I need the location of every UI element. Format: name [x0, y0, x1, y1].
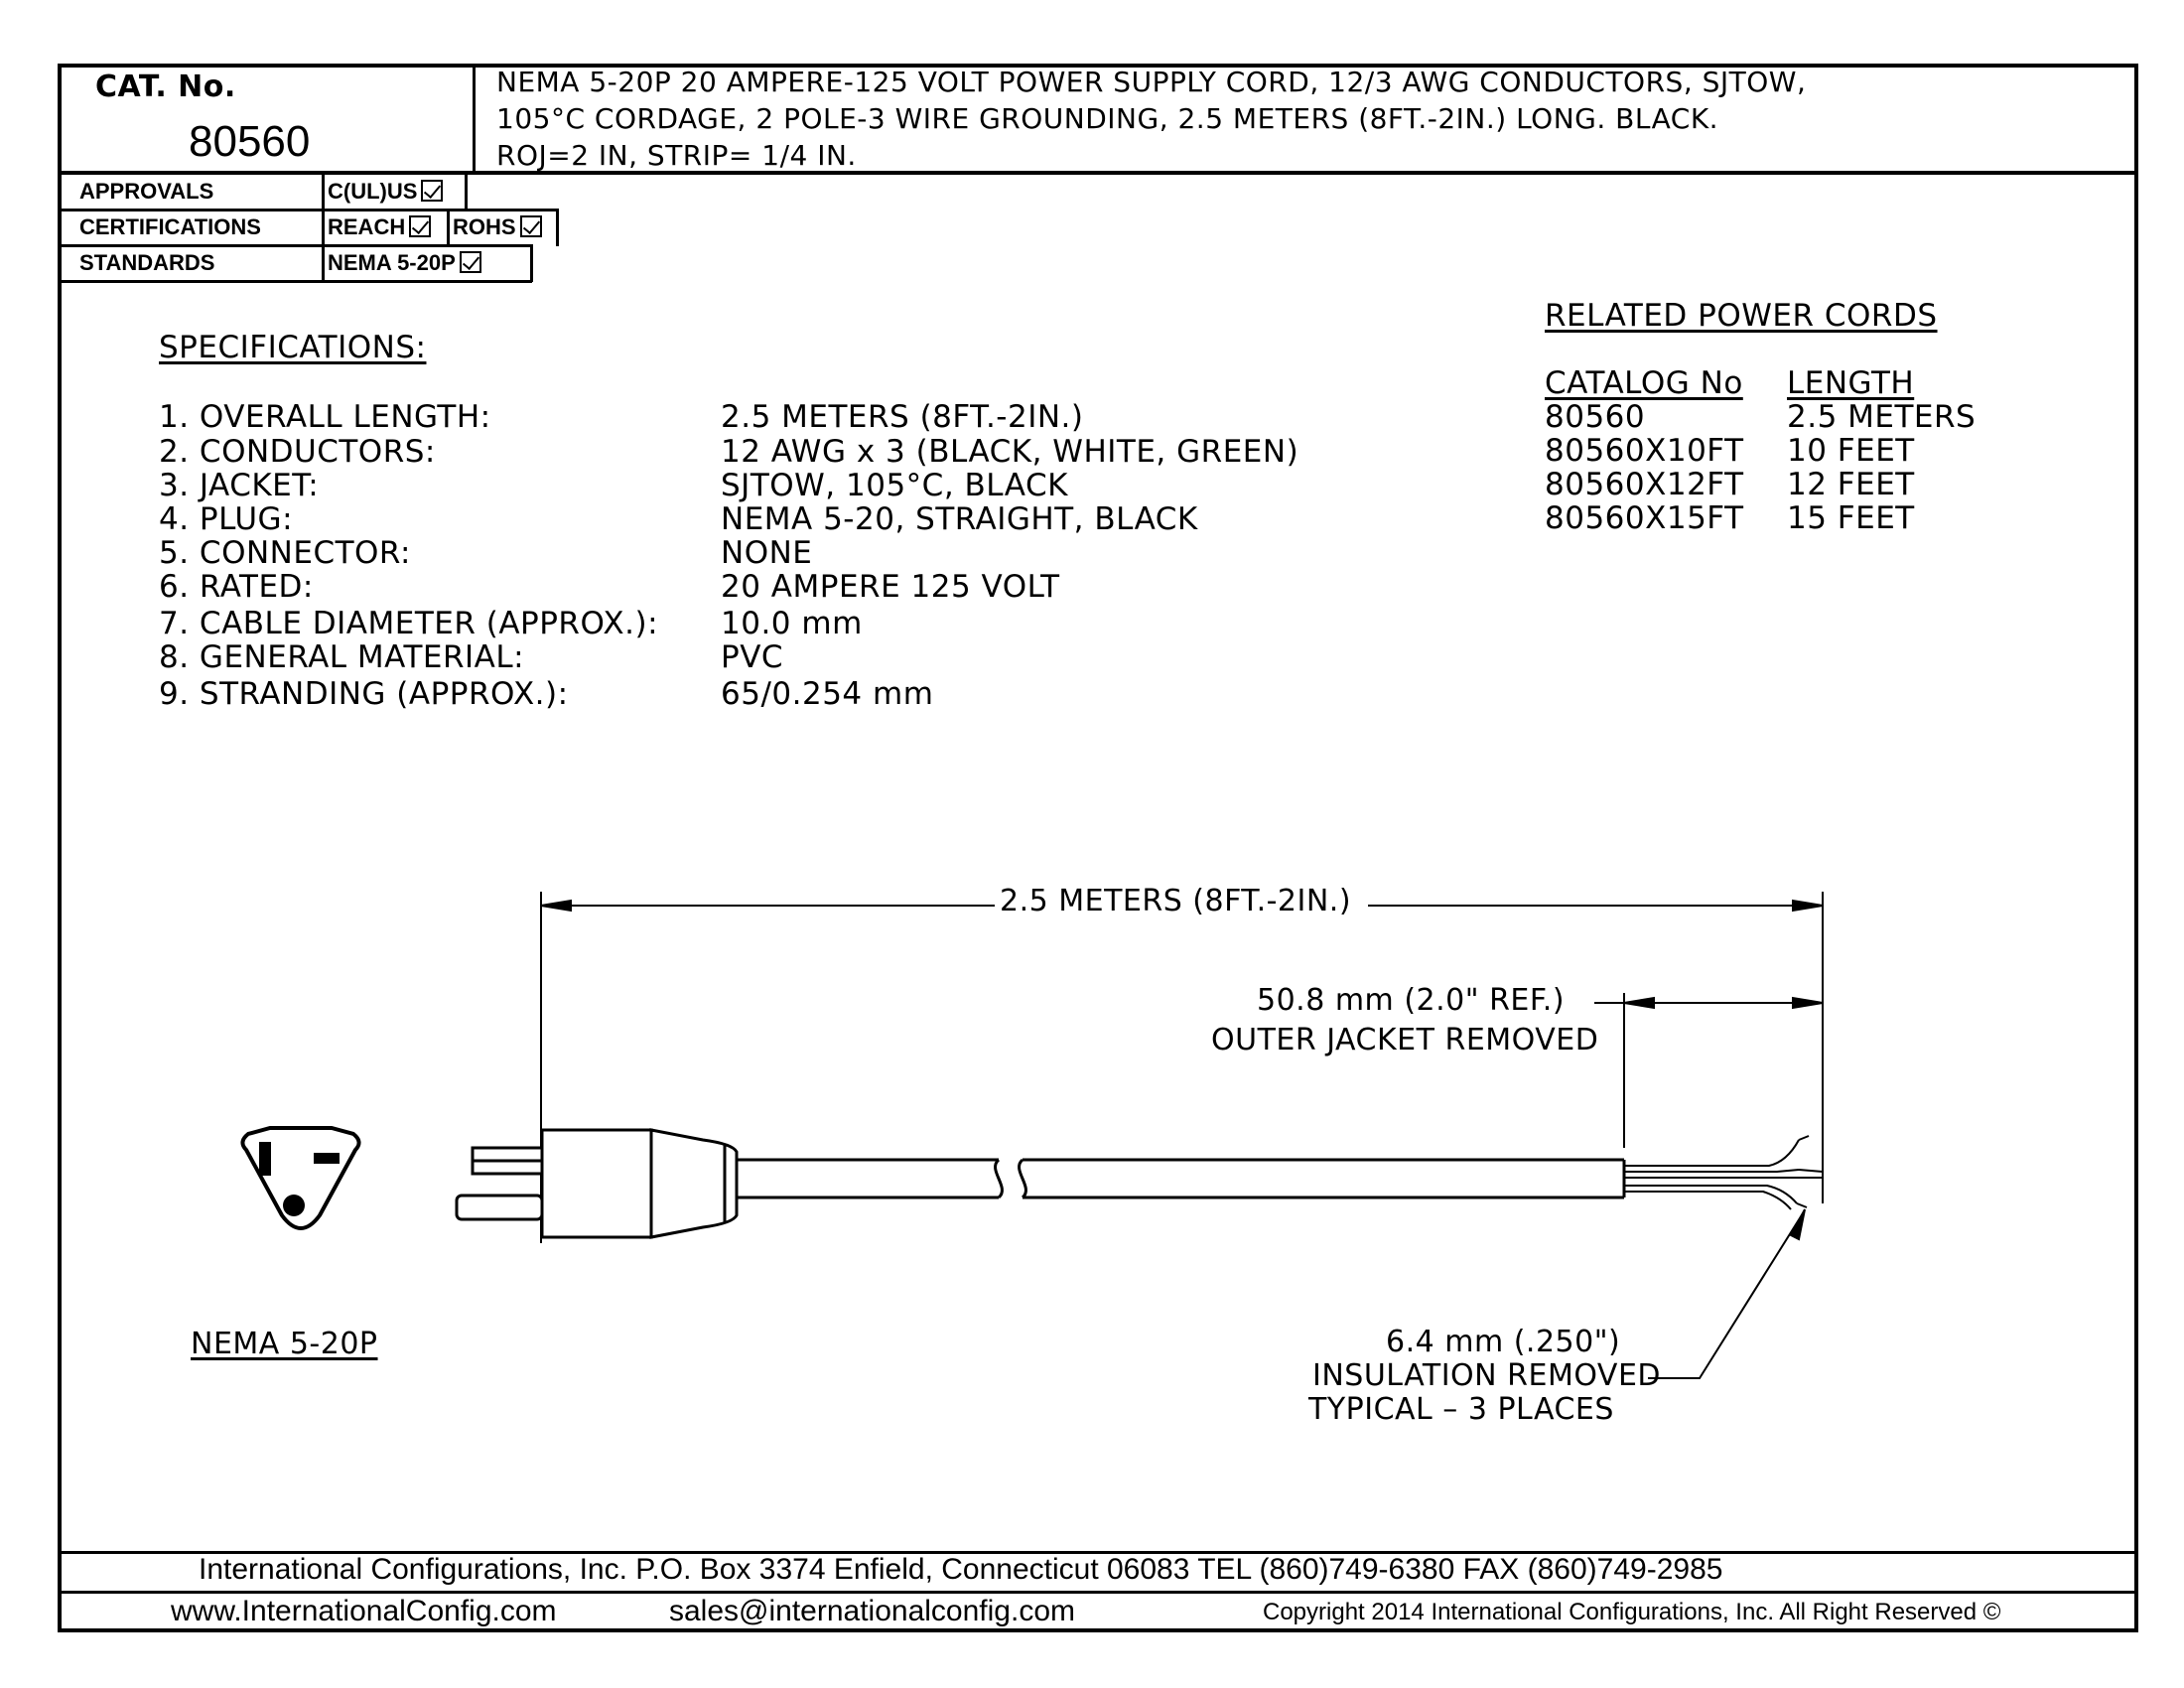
spec-value: NONE	[721, 535, 813, 571]
approvals-label: APPROVALS	[79, 179, 214, 204]
description-line: ROJ=2 IN, STRIP= 1/4 IN.	[496, 139, 857, 172]
certification-item: REACH	[328, 214, 431, 240]
email-link[interactable]: sales@internationalconfig.com	[669, 1595, 1075, 1627]
spec-label: 4. PLUG:	[159, 501, 294, 537]
insulation-dimension-label: 6.4 mm (.250")	[1386, 1325, 1621, 1359]
spec-label: 7. CABLE DIAMETER (APPROX.):	[159, 606, 659, 641]
cat-label: CAT. No.	[95, 70, 236, 104]
description-line: NEMA 5-20P 20 AMPERE-125 VOLT POWER SUPPLY CORD, 12/3 AWG CONDUCTORS, SJTOW,	[496, 66, 1807, 98]
overall-length-dimension: 2.5 METERS (8FT.-2IN.)	[996, 884, 1355, 918]
spec-value: 12 AWG x 3 (BLACK, WHITE, GREEN)	[721, 434, 1299, 470]
spec-label: 9. STRANDING (APPROX.):	[159, 676, 569, 712]
stripped-conductors	[1624, 1136, 1823, 1209]
approval-item: C(UL)US	[328, 179, 443, 205]
spec-value: 2.5 METERS (8FT.-2IN.)	[721, 399, 1084, 435]
spec-value: PVC	[721, 639, 784, 675]
website-link[interactable]: www.InternationalConfig.com	[171, 1595, 557, 1627]
related-title: RELATED POWER CORDS	[1545, 298, 1938, 334]
related-col-length: LENGTH	[1787, 365, 1915, 401]
related-catalog: 80560X10FT	[1545, 433, 1744, 469]
related-catalog: 80560	[1545, 399, 1646, 435]
related-length: 12 FEET	[1787, 467, 1915, 502]
certifications-label: CERTIFICATIONS	[79, 214, 261, 239]
spec-label: 5. CONNECTOR:	[159, 535, 411, 571]
spec-label: 8. GENERAL MATERIAL:	[159, 639, 525, 675]
spec-label: 3. JACKET:	[159, 468, 320, 503]
insulation-places: TYPICAL – 3 PLACES	[1308, 1392, 1614, 1427]
jacket-dimension-label: 50.8 mm (2.0" REF.)	[1257, 983, 1566, 1018]
plug-type-label: NEMA 5-20P	[191, 1327, 378, 1361]
cat-number: 80560	[189, 117, 311, 166]
spec-label: 1. OVERALL LENGTH:	[159, 399, 491, 435]
related-catalog: 80560X12FT	[1545, 467, 1744, 502]
jacket-note: OUTER JACKET REMOVED	[1211, 1023, 1599, 1057]
specifications-title: SPECIFICATIONS:	[159, 330, 427, 365]
plug-body	[457, 1130, 737, 1237]
spec-value: 65/0.254 mm	[721, 676, 934, 712]
related-length: 2.5 METERS	[1787, 399, 1977, 435]
certification-item: ROHS	[453, 214, 542, 240]
standard-item: NEMA 5-20P	[328, 250, 481, 276]
related-col-catalog: CATALOG No	[1545, 365, 1743, 401]
company-address: International Configurations, Inc. P.O. Box 3374 Enfield, Connecticut 06083 TEL (860)749-6380 FAX (860)749-2985	[199, 1553, 1723, 1586]
plug-face-icon	[242, 1128, 358, 1228]
insulation-note: INSULATION REMOVED	[1312, 1358, 1661, 1393]
spec-value: 10.0 mm	[721, 606, 863, 641]
spec-value: NEMA 5-20, STRAIGHT, BLACK	[721, 501, 1198, 537]
footer-divider-mid	[58, 1591, 2138, 1594]
copyright: Copyright 2014 International Configurations, Inc. All Right Reserved ©	[1263, 1599, 2001, 1625]
spec-value: SJTOW, 105°C, BLACK	[721, 468, 1068, 503]
standards-label: STANDARDS	[79, 250, 215, 275]
related-length: 10 FEET	[1787, 433, 1915, 469]
spec-value: 20 AMPERE 125 VOLT	[721, 569, 1060, 605]
insulation-leader	[1648, 1209, 1805, 1378]
spec-label: 2. CONDUCTORS:	[159, 434, 436, 470]
spec-label: 6. RATED:	[159, 569, 314, 605]
jacket-dimension	[1594, 993, 1823, 1148]
cable	[737, 1160, 1624, 1197]
description-line: 105°C CORDAGE, 2 POLE-3 WIRE GROUNDING, 2.5 METERS (8FT.-2IN.) LONG. BLACK.	[496, 102, 1719, 135]
related-catalog: 80560X15FT	[1545, 500, 1744, 536]
related-length: 15 FEET	[1787, 500, 1915, 536]
